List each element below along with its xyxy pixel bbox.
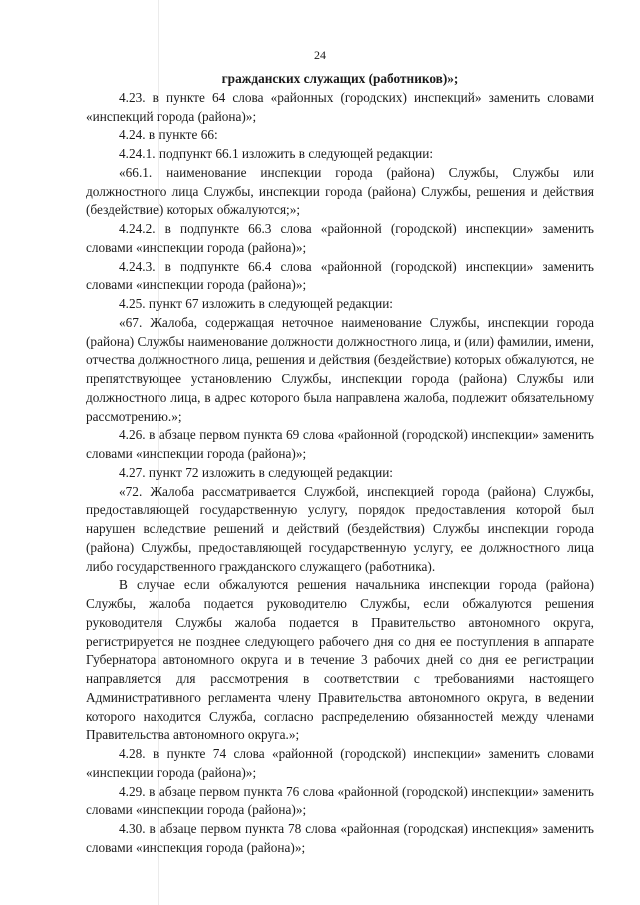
paragraph-4-28: 4.28. в пункте 74 слова «районной (городской) инспекции» заменить словами «инспекции города (района)»; xyxy=(86,746,594,780)
paragraph-4-25: 4.25. пункт 67 изложить в следующей редакции: xyxy=(119,296,394,311)
paragraph-4-24-1: 4.24.1. подпункт 66.1 изложить в следующей редакции: xyxy=(119,146,434,161)
paragraph-4-24: 4.24. в пункте 66: xyxy=(119,127,218,143)
paragraph-4-24-3: 4.24.3. в подпункте 66.4 слова «районной (городской) инспекции» заменить словами «инспекции города (района)»; xyxy=(86,258,594,293)
paragraph-heading-tail: гражданских служащих (работников)»; xyxy=(221,71,459,86)
paragraph-72-second: В случае если обжалуются решения начальника инспекции города (района) Службы, жалоба подается руководителю Службы, если обжалуются решения руководителя Службы жалоба подается в Правительство автономного округа, регистрируется не позднее следующего рабочего дня со дня ее поступления в аппарате Губернатора автономного округа и в течение 3 рабочих дней со дня ее регистрации направляется для рассмотрения в соответствии с требованиями настоящего Административного регламента члену Правительства автономного округа, в ведении которого находится Служба, согласно распределению обязанностей между членами Правительства автономного округа.»; xyxy=(86,577,594,743)
paragraph-4-23: 4.23. в пункте 64 слова «районных (городских) инспекций» заменить словами «инспекций города (района)»; xyxy=(86,89,594,124)
paragraph-4-26: 4.26. в абзаце первом пункта 69 слова «районной (городской) инспекции» заменить словами «инспекции города (района)»; xyxy=(86,427,594,461)
paragraph-4-24-2: 4.24.2. в подпункте 66.3 слова «районной (городской) инспекции» заменить словами «инспекции города (района)»; xyxy=(86,221,594,255)
page-number: 24 xyxy=(314,48,326,62)
paragraph-4-29: 4.29. в абзаце первом пункта 76 слова «районной (городской) инспекции» заменить словами «инспекции города (района)»; xyxy=(86,783,594,818)
document-body xyxy=(86,70,594,858)
paragraph-4-30: 4.30. в абзаце первом пункта 78 слова «районная (городская) инспекция» заменить словами «инспекция города (района)»; xyxy=(86,821,594,855)
paragraph-72: «72. Жалоба рассматривается Службой, инспекцией города (района) Службы, предоставляющей государственную услугу, порядок предоставления которой был нарушен вследствие решений и действий (бездействия) Службы инспекции города (района) Службы, предоставляющей государственную услугу, ее должностного лица либо государственного гражданского служащего (работника). xyxy=(86,483,594,574)
paragraph-4-27: 4.27. пункт 72 изложить в следующей редакции: xyxy=(119,464,394,480)
paragraph-67: «67. Жалоба, содержащая неточное наименование Службы, инспекции города (района) Службы наименование должности должностного лица, и (или) фамилии, имени, отчества должностного лица, решения и действия (бездействие) которых обжалуются, не препятствующее установлению Службы, инспекции города (района) Службы или должностного лица, в адрес которого была направлена жалоба, подлежит обязательному рассмотрению.»; xyxy=(86,314,594,424)
paragraph-66-1: «66.1. наименование инспекции города (района) Службы, Службы или должностного лица Службы, инспекции города (района) Службы, решения и действия (бездействие) которых обжалуются;»; xyxy=(86,164,594,218)
